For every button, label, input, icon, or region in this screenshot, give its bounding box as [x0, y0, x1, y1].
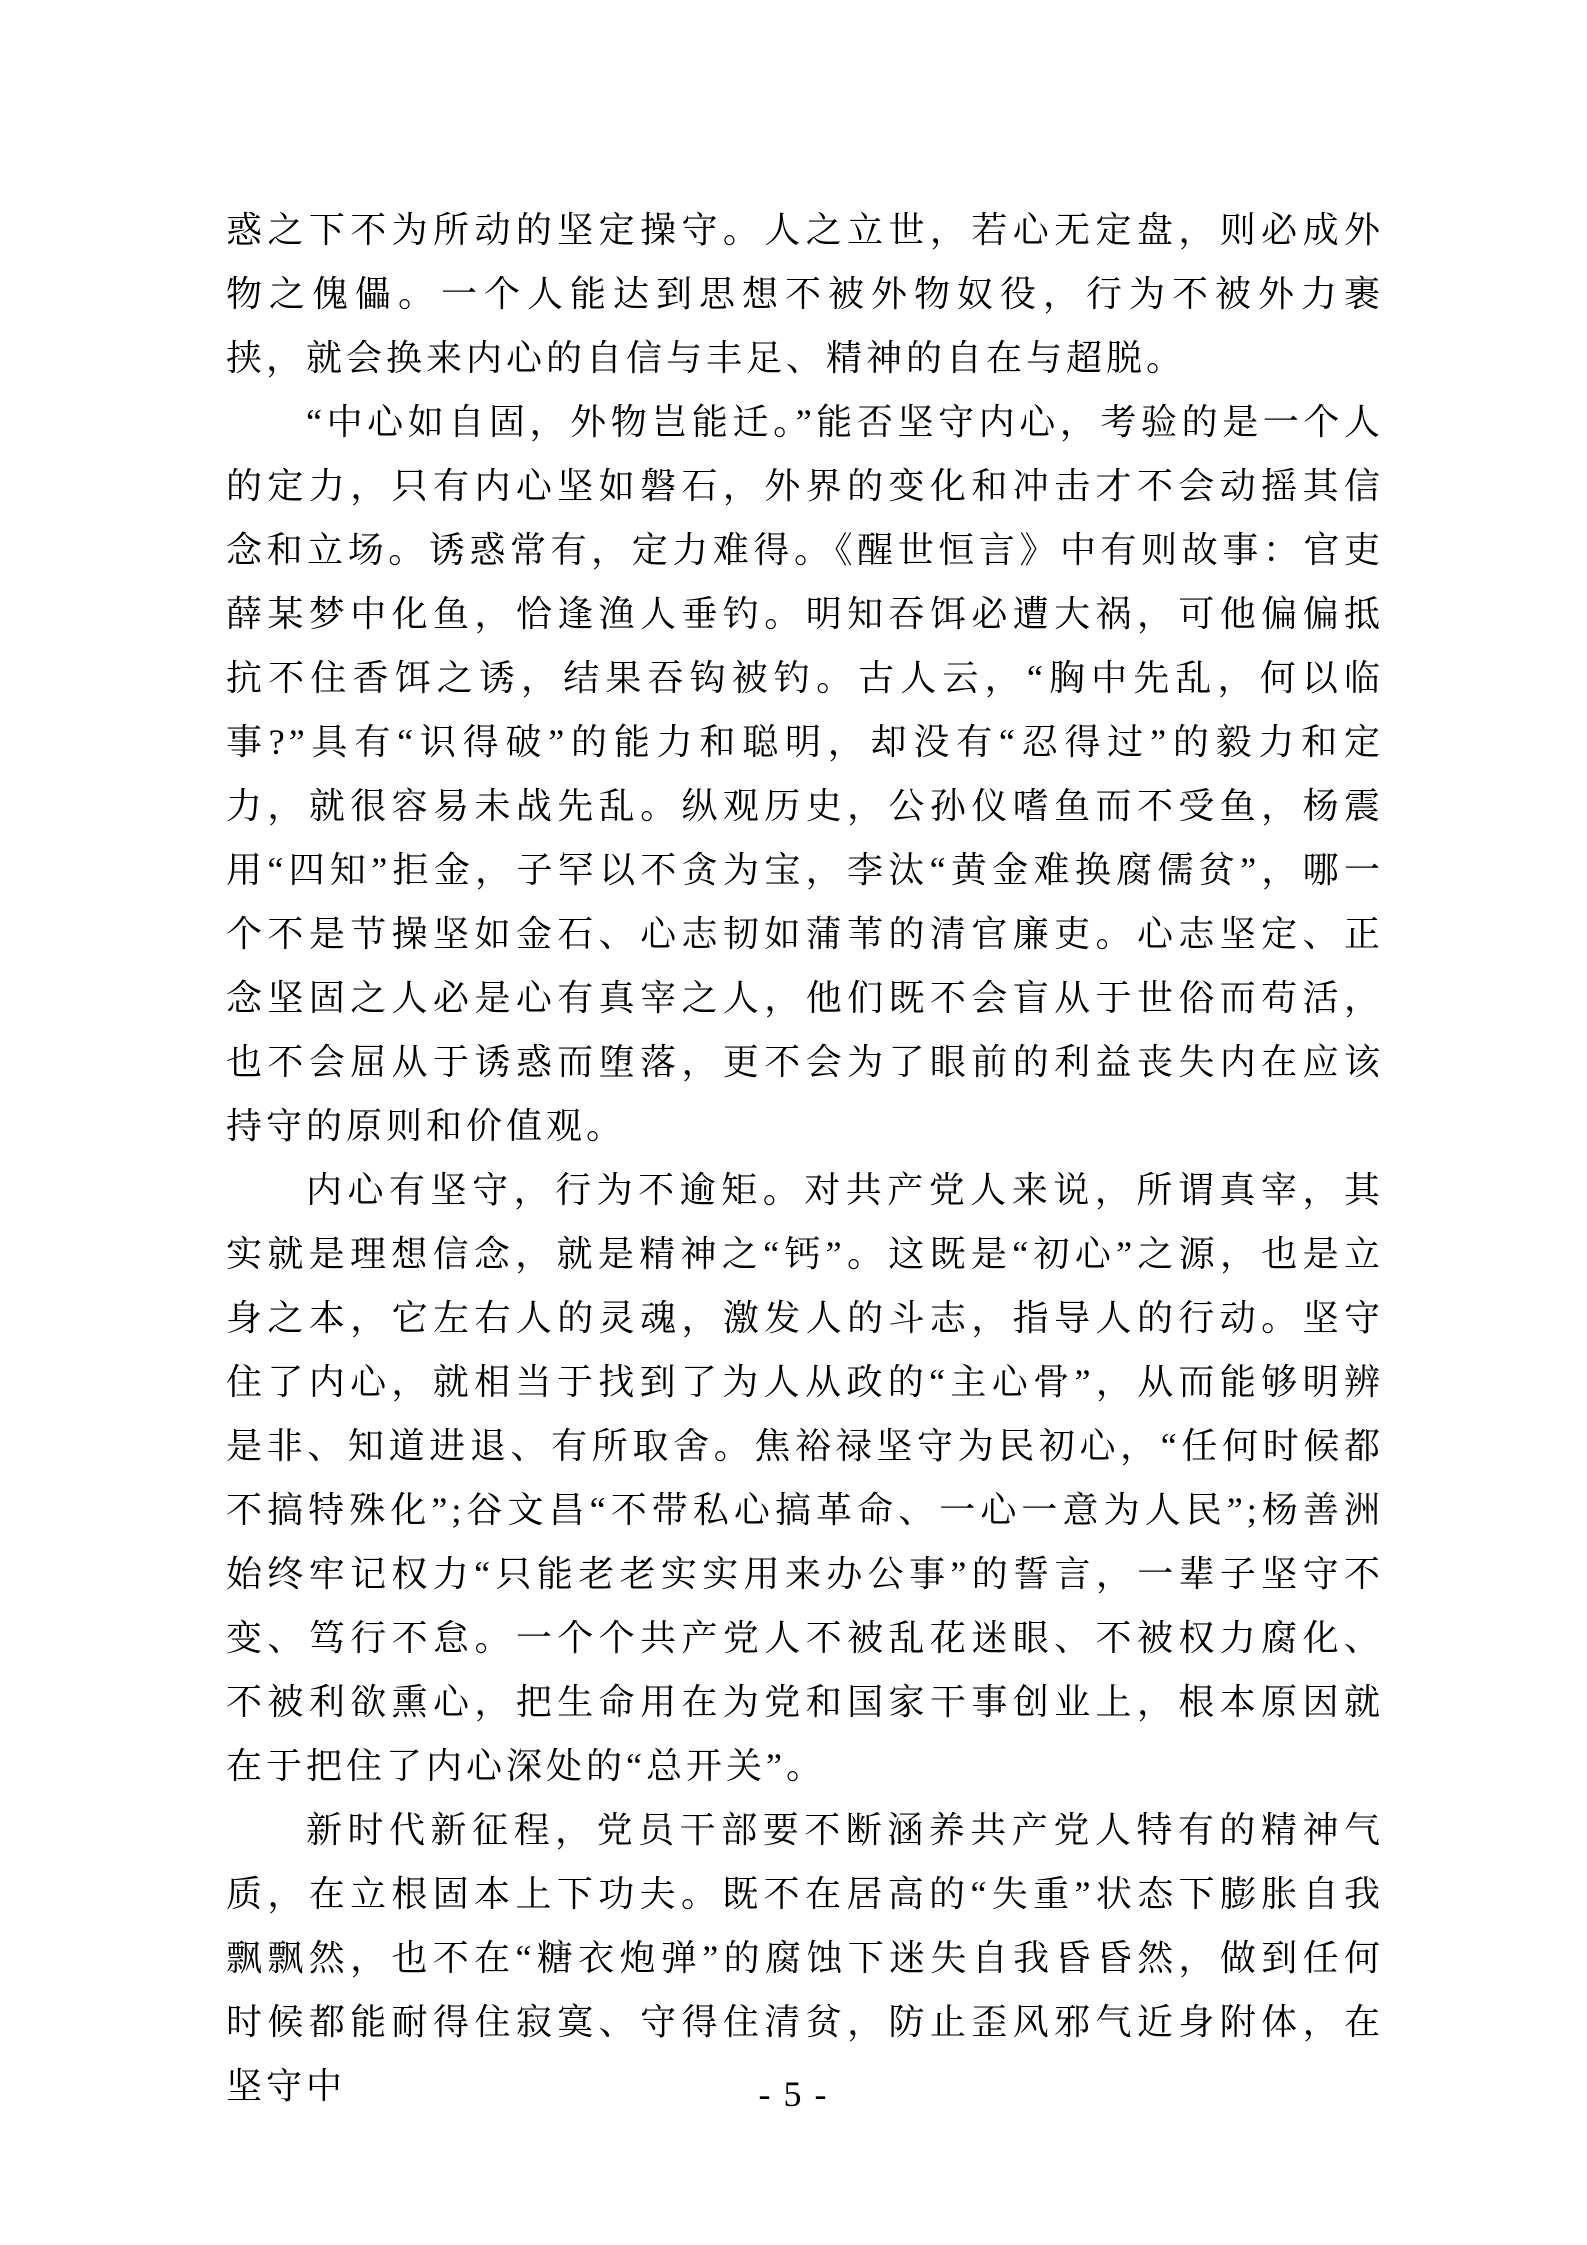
paragraph: 内心有坚守，行为不逾矩。对共产党人来说，所谓真宰，其实就是理想信念，就是精神之“钙”。这既是“初心”之源，也是立身之本，它左右人的灵魂，激发人的斗志，指导人的行动。坚守住了内心，就相当于找到了为人从政的“主心骨”，从而能够明辨是非、知道进退、有所取舍。焦裕禄坚守为民初心，“任何时候都不搞特殊化”;谷文昌“不带私心搞革命、一心一意为人民”;杨善洲始终牢记权力“只能老老实实用来办公事”的誓言，一辈子坚守不变、笃行不怠。一个个共产党人不被乱花迷眼、不被权力腐化、不被利欲熏心，把生命用在为党和国家干事创业上，根本原因就在于把住了内心深处的“总开关”。 [226, 1170, 1384, 1786]
paragraph: 新时代新征程，党员干部要不断涵养共产党人特有的精神气质，在立根固本上下功夫。既不在居高的“失重”状态下膨胀自我飘飘然，也不在“糖衣炮弹”的腐蚀下迷失自我昏昏然，做到任何时候都能耐得住寂寞、守得住清贫，防止歪风邪气近身附体，在坚守中 [226, 1810, 1384, 2106]
page-number: - 5 - [758, 2074, 829, 2114]
page-footer [0, 2072, 1587, 2116]
paragraph: 惑之下不为所动的坚定操守。人之立世，若心无定盘，则必成外物之傀儡。一个人能达到思想不被外物奴役，行为不被外力裹挟，就会换来内心的自信与丰足、精神的自在与超脱。 [226, 210, 1384, 378]
paragraph: “中心如自固，外物岂能迁。”能否坚守内心，考验的是一个人的定力，只有内心坚如磐石，外界的变化和冲击才不会动摇其信念和立场。诱惑常有，定力难得。《醒世恒言》中有则故事：官吏薛某梦中化鱼，恰逢渔人垂钓。明知吞饵必遭大祸，可他偏偏抵抗不住香饵之诱，结果吞钩被钓。古人云，“胸中先乱，何以临事?”具有“识得破”的能力和聪明，却没有“忍得过”的毅力和定力，就很容易未战先乱。纵观历史，公孙仪嗜鱼而不受鱼，杨震用“四知”拒金，子罕以不贪为宝，李汰“黄金难换腐儒贫”，哪一个不是节操坚如金石、心志韧如蒲苇的清官廉吏。心志坚定、正念坚固之人必是心有真宰之人，他们既不会盲从于世俗而苟活，也不会屈从于诱惑而堕落，更不会为了眼前的利益丧失内在应该持守的原则和价值观。 [226, 402, 1384, 1146]
body-text [226, 198, 1384, 2118]
